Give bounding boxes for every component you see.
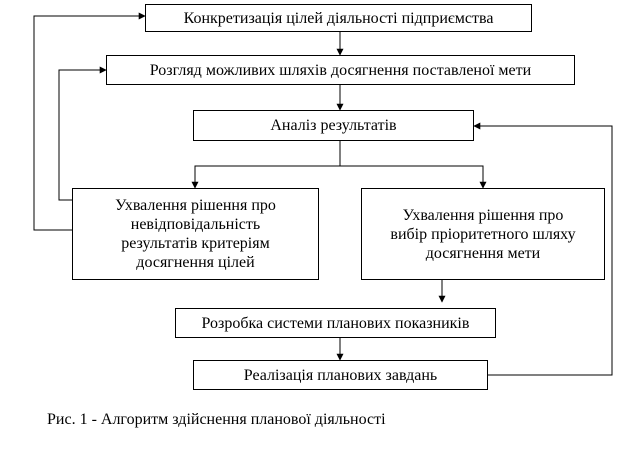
feedback-nonconformity-to-ways [59, 70, 106, 200]
box-results-analysis [193, 110, 474, 141]
box-plan-indicators-development [175, 308, 496, 338]
box-realize-label: Реалізація планових завдань [243, 366, 438, 384]
arrow-analysis-to-nonconformity [195, 141, 340, 188]
box-ways-consideration [106, 55, 575, 85]
box-plan-tasks-realization [193, 360, 488, 390]
box-analysis-label: Аналіз результатів [270, 117, 397, 134]
arrow-analysis-to-priority [340, 166, 483, 188]
box-decision-nonconformity [72, 188, 319, 280]
box-decision-priority-path [361, 188, 605, 280]
box-nonconformity-label: Ухвалення рішення про невідповідальність результатів критеріям досягнення цілей [115, 197, 276, 271]
box-ways-label: Розгляд можливих шляхів досягнення поставленої мети [149, 61, 532, 79]
figure-caption: Рис. 1 - Алгоритм здійснення планової діяльності [47, 411, 386, 428]
box-priority-label: Ухвалення рішення про вибір пріоритетного шляху досягнення мети [390, 206, 576, 262]
box-goals-label: Конкретизація цілей діяльності підприємства [183, 9, 494, 27]
box-develop-label: Розробка системи планових показників [201, 314, 470, 332]
box-goals-concretization [145, 4, 532, 32]
